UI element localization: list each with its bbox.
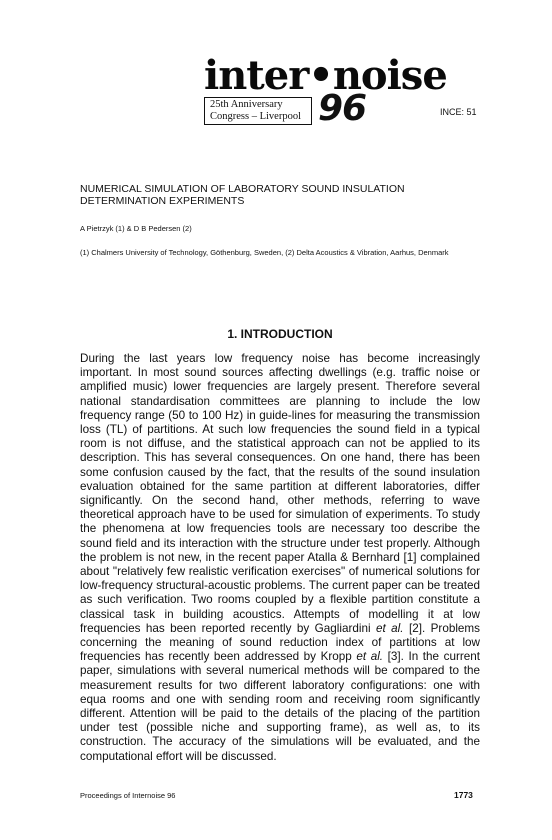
body-etal-1: et al. [375,621,404,635]
affiliations: (1) Chalmers University of Technology, Göthenburg, Sweden, (2) Delta Acoustics & Vibration, Aarhus, Denmark [80,248,449,257]
paper-title: NUMERICAL SIMULATION OF LABORATORY SOUND INSULATION DETERMINATION EXPERIMENTS [80,183,405,207]
footer-proceedings: Proceedings of Internoise 96 [80,791,176,800]
body-text-3: [3]. In the current paper, simulations with several numerical methods will be compared to the measurement results for two different laboratory configurations: one with equa rooms and one with sending room and receiving room significantly different. Attention will be paid to the details of the placing of the partition under test (possible niche and supporting frame), as well as, to its construction. The accuracy of the simulations will be evaluated, and the computational effort will be discussed. [80,650,480,763]
body-text-1: During the last years low frequency noise has become increasingly important. In most sound sources affecting dwellings (e.g. traffic noise or amplified music) lower frequencies are largely present. Therefore several national standardisation committees are planning to include the low frequency range (50 to 100 Hz) in guide-lines for measuring the transmission loss (TL) of partitions. At such low frequencies the sound field in a typical room is not diffuse, and the statistical approach can not be applied to its description. This has several consequences. On one hand, there has been some confusion caused by the fact, that the results of the sound insulation evaluation obtained for the same partition at different laboratories, differ significantly. On the second hand, other methods, referring to wave theoretical approach have to be used for simulation of experiments. To study the phenomena at low frequencies tools are necessary too describe the sound field and its interaction with the structure under test properly. Although the problem is not new, in the recent paper Atalla & Bernhard [1] complained about "relatively few realistic verification exercises" of numerical solutions for low-frequency structural-acoustic problems. The current paper can be treated as such verification. Two rooms coupled by a flexible partition constitute a classical task in building acoustics. Attempts of modelling it at low frequencies has been reported recently by Gagliardini [80,352,480,635]
conference-year: 96 [318,88,367,129]
page-number: 1773 [454,790,473,800]
section-heading: 1. INTRODUCTION [227,327,333,341]
anniversary-line-2: Congress – Liverpool [210,111,301,122]
body-text-2: [2]. Problems concerning the meaning of sound reduction index of partitions at low frequencies has recently been addressed by Kropp [80,621,480,664]
body-paragraph [80,352,480,764]
body-etal-2: et al. [356,650,384,664]
anniversary-line-1: 25th Anniversary [210,99,283,110]
conference-logo-wordmark: inter•noise [204,52,447,99]
authors: A Pietrzyk (1) & D B Pedersen (2) [80,224,192,233]
paper-code: INCE: 51 [440,107,477,117]
anniversary-box [204,97,312,125]
